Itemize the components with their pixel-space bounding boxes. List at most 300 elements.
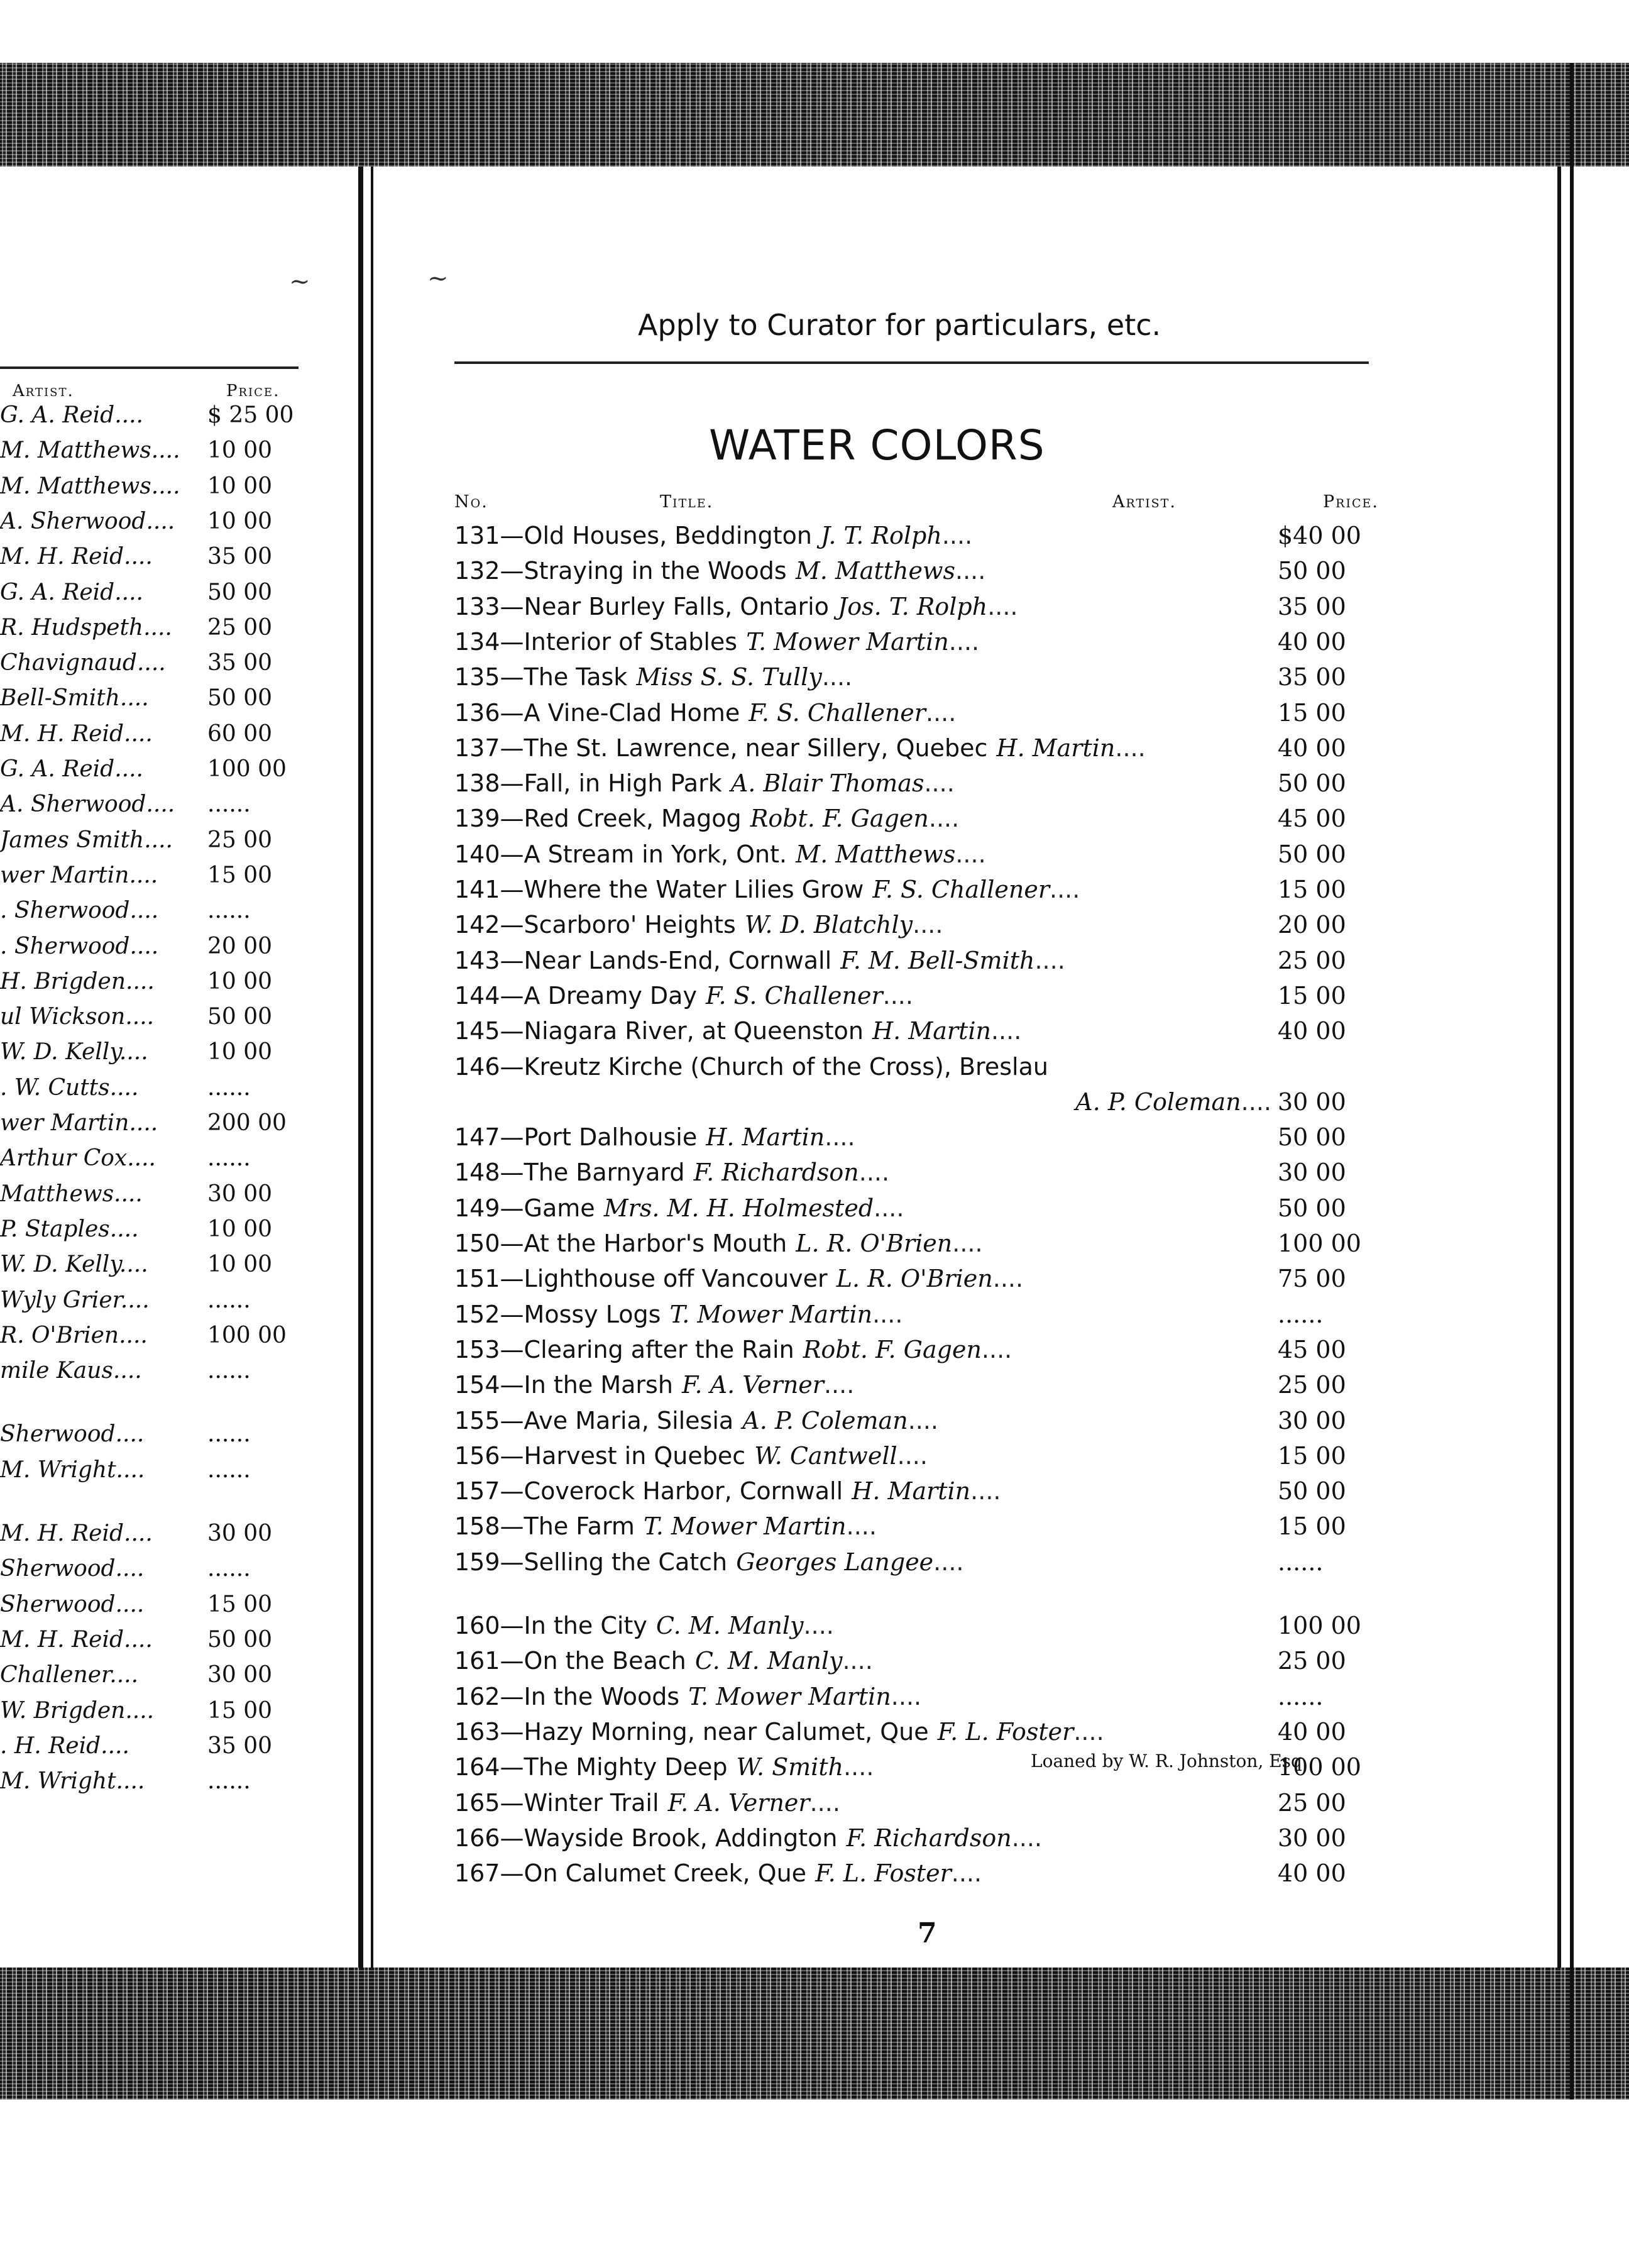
entry-dash: — [500, 805, 524, 833]
entry-artist: Georges Langee [736, 1548, 934, 1576]
leader-dots: .... [925, 698, 957, 727]
entry-title: Near Burley Falls, Ontario [524, 592, 829, 620]
left-row [0, 756, 314, 791]
entry-artist: H. Martin [872, 1017, 991, 1045]
leader-dots [627, 663, 636, 691]
left-row [0, 1039, 314, 1074]
entry-artist: W. D. Blatchly [744, 911, 913, 939]
left-row [0, 1768, 314, 1803]
left-row [0, 438, 314, 473]
entry-line [454, 1718, 1271, 1746]
entry-line [454, 1824, 1271, 1852]
left-row [0, 1521, 314, 1556]
left-row-artist: M. H. Reid.... [0, 1521, 153, 1546]
entry-title: Selling the Catch [524, 1548, 728, 1576]
entry-dash: — [500, 1512, 524, 1541]
leader-dots [697, 1123, 706, 1151]
scan-border-bottom [0, 1968, 1629, 2100]
catalogue-entry [454, 947, 1385, 982]
entry-line [454, 1159, 1271, 1186]
left-row-price: 25 00 [207, 827, 273, 853]
catalogue-entry [454, 911, 1385, 946]
entry-artist: W. Cantwell [754, 1441, 897, 1470]
leader-dots [828, 1265, 836, 1292]
leader-dots [647, 1612, 656, 1639]
left-row-artist: M. H. Reid.... [0, 544, 153, 570]
entry-price: 75 00 [1278, 1265, 1346, 1293]
left-row-artist: G. A. Reid.... [0, 402, 143, 428]
page-number: 7 [918, 1917, 937, 1949]
catalogue-entry [454, 1123, 1385, 1159]
left-row-price: 50 00 [207, 1004, 273, 1030]
left-row [0, 1627, 314, 1662]
entry-price: 40 00 [1278, 1017, 1346, 1045]
leader-dots: .... [955, 557, 986, 585]
entry-dash: — [500, 1406, 524, 1434]
left-row-price: 10 00 [207, 473, 273, 499]
left-row-artist: Chavignaud.... [0, 650, 166, 676]
entry-number: 135 [454, 663, 500, 691]
entry-dash: — [500, 1194, 524, 1222]
catalogue-entry [454, 840, 1385, 876]
entry-line [454, 1230, 1271, 1257]
entry-price: 35 00 [1278, 663, 1346, 691]
entry-artist: J. T. Rolph [821, 522, 942, 549]
entry-artist: M. Matthews [796, 840, 956, 868]
entry-number: 138 [454, 769, 500, 798]
leader-dots: .... [809, 1788, 840, 1817]
left-row [0, 580, 314, 615]
entry-artist: T. Mower Martin [644, 1512, 847, 1541]
left-row [0, 685, 314, 720]
entry-title: Hazy Morning, near Calumet, Que [524, 1717, 929, 1746]
leader-dots: .... [933, 1548, 964, 1576]
left-header-rule [0, 366, 299, 369]
entry-number: 155 [454, 1406, 500, 1434]
left-row-artist: G. A. Reid.... [0, 756, 143, 782]
left-row-price: ...... [207, 1074, 251, 1101]
entry-number: 139 [454, 805, 500, 833]
left-row-artist: M. Matthews.... [0, 473, 180, 499]
left-row-artist: R. Hudspeth.... [0, 614, 172, 641]
entry-price: 45 00 [1278, 805, 1346, 833]
left-row-artist: P. Staples.... [0, 1216, 139, 1242]
entry-title: Where the Water Lilies Grow [524, 876, 864, 903]
leader-dots: .... [874, 1194, 904, 1222]
left-row-price: ...... [207, 898, 251, 924]
left-row-price: 10 00 [207, 1216, 273, 1242]
leader-dots: .... [928, 805, 960, 833]
leader-dots: .... [843, 1753, 874, 1781]
left-row-artist: . Sherwood.... [0, 898, 159, 924]
entry-number: 151 [454, 1265, 500, 1293]
left-row-artist: M. Wright.... [0, 1768, 145, 1795]
entry-line [454, 1859, 1271, 1887]
entry-number: 132 [454, 557, 500, 585]
entry-line [454, 1336, 1271, 1363]
entry-dash: — [500, 663, 524, 691]
entry-title: Red Creek, Magog [524, 805, 742, 833]
entry-artist: F. L. Foster [815, 1859, 952, 1888]
left-row-artist: ul Wickson.... [0, 1004, 155, 1030]
entry-artist: H. Martin [706, 1123, 825, 1152]
entry-title: Mossy Logs [524, 1300, 661, 1328]
entry-price: 30 00 [1278, 1087, 1346, 1116]
entry-title: The Farm [524, 1512, 635, 1541]
entry-artist: T. Mower Martin [746, 627, 949, 656]
leader-dots: .... [955, 840, 986, 868]
left-row-price: 30 00 [207, 1181, 273, 1207]
entry-artist: L. R. O'Brien [836, 1265, 993, 1293]
catalogue-entry [454, 699, 1385, 734]
entry-artist: Jos. T. Rolph [838, 592, 988, 620]
catalogue-entry [454, 876, 1385, 911]
catalogue-entry [454, 1718, 1385, 1753]
left-row-price: ...... [207, 1556, 251, 1582]
entry-dash: — [500, 1824, 524, 1852]
entry-dash: — [500, 557, 524, 585]
leader-dots: .... [924, 769, 955, 798]
entry-line [454, 1477, 1271, 1505]
entry-line [454, 1017, 1271, 1045]
entry-artist: W. Smith [736, 1753, 844, 1781]
catalogue-entry [454, 1194, 1385, 1230]
leader-dots: .... [823, 1371, 855, 1399]
left-row-artist: Matthews.... [0, 1181, 143, 1207]
entry-price: 50 00 [1278, 557, 1346, 585]
left-row [0, 933, 314, 969]
catalogue-entry [454, 982, 1385, 1017]
entry-price: 30 00 [1278, 1406, 1346, 1434]
leader-dots [864, 1017, 872, 1045]
entry-line [454, 947, 1271, 974]
left-row [0, 509, 314, 544]
entry-title: Coverock Harbor, Cornwall [524, 1477, 843, 1506]
leader-dots [929, 1718, 938, 1746]
left-row [0, 1556, 314, 1591]
right-edge-line-outer [1570, 63, 1574, 2100]
left-row-price: 50 00 [207, 1626, 273, 1653]
section-title: WATER COLORS [709, 421, 1045, 470]
entry-number: 142 [454, 911, 500, 939]
apply-notice: Apply to Curator for particulars, etc. [638, 308, 1161, 342]
left-row-price: ...... [207, 791, 251, 818]
catalogue-entry [454, 1859, 1385, 1895]
catalogue-entry [454, 1548, 1385, 1583]
left-row-price: 50 00 [207, 685, 273, 712]
entry-artist: T. Mower Martin [669, 1300, 873, 1328]
leader-dots: .... [846, 1512, 877, 1541]
entry-dash: — [500, 627, 524, 656]
entry-title: Port Dalhousie [524, 1123, 698, 1152]
leader-dots: .... [1011, 1824, 1043, 1852]
leader-dots: .... [1241, 1087, 1271, 1116]
entry-title: Straying in the Woods [524, 557, 787, 585]
entry-price: 15 00 [1278, 1512, 1346, 1541]
left-row [0, 1145, 314, 1181]
leader-dots: .... [1073, 1717, 1104, 1746]
entry-artist: H. Martin [852, 1477, 971, 1506]
entry-dash: — [500, 1717, 524, 1746]
entry-number: 162 [454, 1682, 500, 1710]
catalogue-entry [454, 557, 1385, 592]
entry-dash: — [500, 698, 524, 727]
entry-line [454, 769, 1271, 797]
entry-line [454, 1683, 1271, 1710]
entry-title: The St. Lawrence, near Sillery, Quebec [524, 734, 988, 762]
leader-dots [697, 982, 706, 1010]
left-row [0, 402, 314, 438]
left-row [0, 1662, 314, 1697]
entry-line [454, 522, 1271, 549]
left-row-artist: W. D. Kelly.... [0, 1039, 148, 1065]
leader-dots [736, 911, 745, 939]
entry-line [454, 1442, 1271, 1470]
entry-number: 150 [454, 1230, 500, 1257]
leader-dots [745, 1442, 754, 1470]
entry-title: In the Marsh [524, 1371, 673, 1399]
left-row-price: 50 00 [207, 579, 273, 605]
left-row-price: 10 00 [207, 508, 273, 534]
leader-dots [829, 593, 838, 620]
leader-dots [685, 1159, 694, 1186]
entry-number: 143 [454, 946, 500, 974]
ink-mark: ~ [427, 264, 449, 293]
entry-artist: M. Matthews [795, 557, 955, 585]
entry-price: 40 00 [1278, 734, 1346, 762]
entry-artist: Robt. F. Gagen [803, 1335, 982, 1363]
catalogue-entry [454, 1647, 1385, 1682]
entry-dash: — [500, 1300, 524, 1328]
leader-dots: .... [858, 1159, 890, 1187]
entry-dash: — [500, 876, 524, 903]
entry-price: 50 00 [1278, 1194, 1346, 1222]
catalogue-entry [454, 1683, 1385, 1718]
entry-price: 40 00 [1278, 1717, 1346, 1746]
left-row-artist: . W. Cutts.... [0, 1074, 139, 1101]
entry-price: 45 00 [1278, 1335, 1346, 1363]
entry-artist: F. A. Verner [682, 1371, 824, 1399]
left-row-artist: mile Kaus.... [0, 1358, 142, 1384]
leader-dots: .... [981, 1335, 1012, 1363]
entry-title: Interior of Stables [524, 627, 738, 656]
entry-artist: A. P. Coleman [742, 1406, 908, 1434]
leader-dots [727, 1753, 736, 1781]
left-row-artist: R. O'Brien.... [0, 1322, 148, 1348]
entry-dash: — [500, 1753, 524, 1781]
leader-dots: .... [952, 1230, 983, 1257]
left-row-artist: Sherwood.... [0, 1591, 145, 1617]
catalogue-entry [454, 1336, 1385, 1371]
col-head-price: Price. [1323, 492, 1379, 512]
left-row-price: 100 00 [207, 756, 287, 782]
entry-dash: — [500, 769, 524, 798]
left-row [0, 1358, 314, 1393]
entry-number: 146 [454, 1052, 500, 1081]
leader-dots [737, 628, 746, 656]
entry-price: 50 00 [1278, 1477, 1346, 1506]
left-row-price: ...... [207, 1768, 251, 1795]
entry-title: Fall, in High Park [524, 769, 722, 798]
entry-title: On the Beach [524, 1647, 686, 1675]
left-row-artist: H. Brigden.... [0, 968, 155, 994]
left-row-price: ...... [207, 1358, 251, 1384]
entry-number: 167 [454, 1859, 500, 1888]
entry-title: In the Woods [524, 1682, 680, 1710]
leader-dots: .... [1034, 946, 1065, 974]
entry-line [454, 1548, 1271, 1576]
left-row-artist: M. Wright.... [0, 1456, 145, 1483]
left-row-artist: Sherwood.... [0, 1556, 145, 1582]
left-row-artist: M. Matthews.... [0, 438, 180, 464]
entry-number: 148 [454, 1159, 500, 1187]
entry-number: 145 [454, 1017, 500, 1045]
left-row-artist: Bell-Smith.... [0, 685, 149, 712]
entry-dash: — [500, 1230, 524, 1257]
loan-note: Loaned by W. R. Johnston, Esq. [1031, 1751, 1308, 1771]
leader-dots: .... [1115, 734, 1146, 762]
left-row-artist: James Smith.... [0, 827, 173, 853]
entry-title: The Mighty Deep [524, 1753, 728, 1781]
left-row-artist: A. Sherwood.... [0, 791, 175, 818]
entry-number: 156 [454, 1441, 500, 1470]
entry-dash: — [500, 1647, 524, 1675]
left-row-artist: . Sherwood.... [0, 933, 159, 959]
leader-dots: .... [948, 627, 980, 656]
entry-dash: — [500, 911, 524, 939]
left-row-price: ...... [207, 1456, 251, 1483]
entry-artist: L. R. O'Brien [796, 1230, 953, 1257]
entry-price: 50 00 [1278, 840, 1346, 868]
leader-dots [742, 805, 750, 832]
entry-price: ...... [1278, 1548, 1324, 1576]
left-row [0, 650, 314, 685]
entry-dash: — [500, 840, 524, 868]
entry-line [454, 663, 1271, 691]
leader-dots [812, 522, 821, 549]
entry-title: Near Lands-End, Cornwall [524, 946, 832, 974]
entry-artist: Mrs. M. H. Holmested [603, 1194, 874, 1222]
entry-line [454, 1301, 1271, 1328]
left-row [0, 969, 314, 1004]
catalogue-entry [454, 593, 1385, 628]
catalogue-entry [454, 1017, 1385, 1052]
entry-number: 133 [454, 592, 500, 620]
leader-dots: .... [842, 1647, 873, 1675]
catalogue-entry [454, 805, 1385, 840]
col-head-artist: Artist. [1112, 492, 1176, 512]
entry-line [454, 840, 1271, 868]
left-row-price: 10 00 [207, 968, 273, 994]
entry-line [454, 1407, 1271, 1434]
entry-title: A Dreamy Day [524, 981, 697, 1010]
entry-number: 134 [454, 627, 500, 656]
leader-dots [686, 1647, 695, 1675]
left-row [0, 1287, 314, 1323]
entry-artist: A. Blair Thomas [730, 769, 924, 798]
entry-dash: — [500, 522, 524, 549]
leader-dots: .... [951, 1859, 982, 1888]
entry-dash: — [500, 981, 524, 1010]
entry-title: The Barnyard [524, 1159, 685, 1187]
leader-dots [987, 734, 996, 762]
catalogue-entry [454, 1301, 1385, 1336]
left-row-artist: Challener.... [0, 1662, 139, 1688]
entry-dash: — [500, 1265, 524, 1293]
ink-mark: ~ [289, 267, 310, 296]
entry-dash: — [500, 1159, 524, 1187]
entry-artist: H. Martin [996, 734, 1116, 762]
left-row [0, 1421, 314, 1456]
left-row [0, 1004, 314, 1039]
leader-dots: .... [941, 522, 973, 549]
leader-dots: .... [987, 592, 1018, 620]
left-row-artist: G. A. Reid.... [0, 579, 143, 605]
leader-dots: .... [825, 1123, 855, 1152]
entry-dash: — [500, 1477, 524, 1506]
entry-line [454, 628, 1271, 656]
catalogue-entry [454, 1407, 1385, 1442]
entry-artist: Miss S. S. Tully [636, 663, 822, 691]
left-row-price: 10 00 [207, 1039, 273, 1065]
entry-dash: — [500, 592, 524, 620]
entry-title: Wayside Brook, Addington [524, 1824, 838, 1852]
leader-dots [673, 1371, 682, 1399]
entry-number: 165 [454, 1788, 500, 1817]
catalogue-entry-continued [454, 1088, 1385, 1123]
entry-dash: — [500, 1123, 524, 1152]
entry-dash: — [500, 1682, 524, 1710]
entry-number: 149 [454, 1194, 500, 1222]
entry-artist: F. Richardson [693, 1159, 859, 1187]
header-rule [454, 361, 1369, 364]
left-row [0, 1698, 314, 1733]
leader-dots: .... [882, 981, 913, 1010]
catalogue-entry [454, 1824, 1385, 1859]
entry-line [454, 557, 1271, 585]
entry-price: 100 00 [1278, 1612, 1361, 1639]
left-row [0, 1075, 314, 1110]
left-row-artist: Arthur Cox.... [0, 1145, 156, 1172]
entry-dash: — [500, 1371, 524, 1399]
left-row-price: 15 00 [207, 1697, 273, 1724]
left-row-price: 15 00 [207, 1591, 273, 1617]
catalogue-entry [454, 1053, 1385, 1088]
entry-number: 141 [454, 876, 500, 903]
left-row-artist: M. H. Reid.... [0, 1626, 153, 1653]
entry-title: Winter Trail [524, 1788, 659, 1817]
entry-title: Clearing after the Rain [524, 1335, 794, 1363]
left-row [0, 544, 314, 579]
entry-price: 25 00 [1278, 1647, 1346, 1675]
entry-line [454, 593, 1271, 620]
entry-dash: — [500, 946, 524, 974]
leader-dots [722, 769, 731, 797]
left-row-price: ...... [207, 1145, 251, 1172]
entry-price: 25 00 [1278, 1788, 1346, 1817]
leader-dots [837, 1824, 846, 1852]
left-header-price: Price. [226, 382, 280, 400]
left-row [0, 862, 314, 898]
entry-number: 158 [454, 1512, 500, 1541]
entry-number: 164 [454, 1753, 500, 1781]
leader-dots [787, 557, 796, 585]
left-row [0, 898, 314, 933]
catalogue-entry [454, 1159, 1385, 1194]
entry-artist: F. Richardson [846, 1824, 1012, 1852]
entry-price: 35 00 [1278, 592, 1346, 620]
entry-line [454, 1053, 1271, 1081]
